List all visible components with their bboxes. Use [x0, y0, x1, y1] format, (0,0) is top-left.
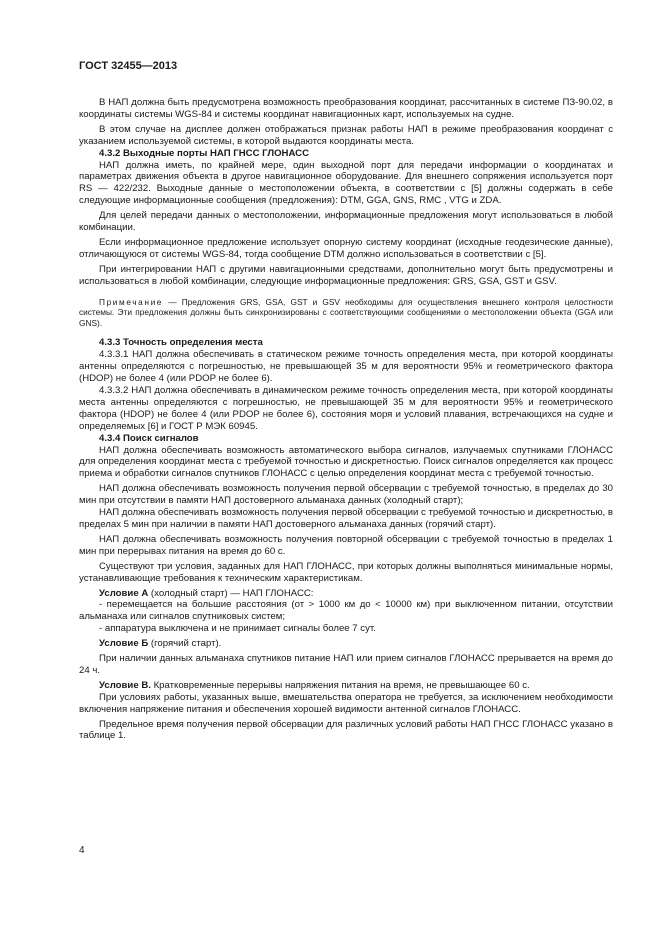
condition-v-label: Условие В.: [99, 679, 151, 691]
paragraph: НАП должна обеспечивать возможность автоматического выбора сигналов, излучаемых спутниками ГЛОНАСС для определения координат места с требуемой точностью и дискретностью. Поиск сигналов определяется как процесс приема и обработки сигналов спутников ГЛОНАСС с целью определения координат места с требуемой точностью.: [79, 444, 613, 480]
condition-v: [79, 680, 613, 692]
paragraph: При интегрировании НАП с другими навигационными средствами, дополнительно могут быть предусмотрены и использоваться в любой комбинации, следующие информационные предложения: GRS, GSA, GST и GSV.: [79, 263, 613, 287]
condition-a-label: Условие А: [99, 587, 149, 599]
paragraph: НАП должна иметь, по крайней мере, один выходной порт для передачи информации о координатах и параметрах движения объекта в другое навигационное оборудование. Для внешнего сопряжения используется порт RS — 422/232. Выходные данные о местоположении объекта, в соответствии с [5] должны содержать в себе следующие информационные сообщения (предложения): DTM, GGA, GNS, RMC , VTG и ZDA.: [79, 159, 613, 207]
paragraph: В этом случае на дисплее должен отображаться признак работы НАП в режиме преобразования координат с указанием используемой системы, в которой выдаются координаты места.: [79, 123, 613, 147]
paragraph: - аппаратура выключена и не принимает сигналы более 7 сут.: [99, 623, 376, 635]
paragraph: В НАП должна быть предусмотрена возможность преобразования координат, рассчитанных в системе ПЗ-90.02, в координаты системы WGS-84 и системы координат навигационных карт, используемых на судне.: [79, 97, 613, 120]
note-label: Примечание: [99, 296, 164, 307]
condition-v-text: Кратковременные перерывы напряжения питания на время, не превышающее 60 с.: [150, 679, 530, 691]
note: [79, 297, 613, 329]
section-heading-4-3-4: 4.3.4 Поиск сигналов: [99, 432, 199, 444]
condition-a-text: (холодный старт) — НАП ГЛОНАСС:: [148, 587, 314, 599]
paragraph: При условиях работы, указанных выше, вмешательства оператора не требуется, за исключением необходимости включения напряжение питания и обеспечения хорошей видимости антенной сигналов ГЛОНАСС.: [79, 691, 613, 715]
paragraph: - перемещается на большие расстояния (от > 1000 км до < 10000 км) при выключенном питании, отсутствии альманаха или сигналов спутниковых систем;: [79, 599, 613, 623]
section-heading-4-3-2: 4.3.2 Выходные порты НАП ГНСС ГЛОНАСС: [99, 147, 310, 159]
paragraph: НАП должна обеспечивать возможность получения повторной обсервации с требуемой точностью в пределах 1 мин при перерывах питания на время до 60 с.: [79, 533, 613, 557]
paragraph: Для целей передачи данных о местоположении, информационные предложения могут использоваться в любой комбинации.: [79, 210, 613, 234]
paragraph: НАП должна обеспечивать возможность получения первой обсервации с требуемой точностью и дискретностью, в пределах 5 мин при наличии в памяти НАП достоверного альманаха данных (горячий старт).: [79, 507, 613, 530]
note-text: — Предложения GRS, GSA, GST и GSV необходимы для осуществления внешнего контроля целостности системы. Эти предложения должны быть синхронизированы с соответствующими сообщениями о местоположении объекта (GGA или GNS).: [79, 296, 613, 328]
paragraph: НАП должна обеспечивать возможность получения первой обсервации с требуемой точностью, в пределах до 30 мин при отсутствии в памяти НАП достоверного альманаха данных (холодный старт);: [79, 483, 613, 507]
condition-b-label: Условие Б: [99, 638, 149, 650]
paragraph: При наличии данных альманаха спутников питание НАП или прием сигналов ГЛОНАСС прерывается на время до 24 ч.: [79, 653, 613, 676]
paragraph: 4.3.3.1 НАП должна обеспечивать в статическом режиме точность определения места, при которой координаты антенны определяются с погрешностью, не превышающей 35 м для вероятности 95% и геометрического фактора (HDOP) не более 4 (или PDOP не более 6).: [79, 349, 613, 385]
paragraph: Если информационное предложение использует опорную систему координат (исходные геодезические данные), отличающуюся от системы WGS-84, тогда сообщение DTM должно использоваться в соответствии с [5].: [79, 236, 613, 260]
paragraph: Существуют три условия, заданных для НАП ГЛОНАСС, при которых должны выполняться минимальные нормы, устанавливающие требования к техническим характеристикам.: [79, 560, 613, 584]
condition-a: [79, 588, 613, 600]
document-header: ГОСТ 32455—2013: [79, 60, 178, 72]
condition-b: [79, 638, 613, 650]
page-number: 4: [79, 845, 85, 856]
page-body: [79, 97, 613, 742]
section-heading-4-3-3: 4.3.3 Точность определения места: [99, 337, 263, 349]
condition-b-text: (горячий старт).: [148, 638, 222, 650]
paragraph: Предельное время получения первой обсервации для различных условий работы НАП ГНСС ГЛОНАСС указано в таблице 1.: [79, 718, 613, 742]
paragraph: 4.3.3.2 НАП должна обеспечивать в динамическом режиме точность определения места, при которой координаты места антенны определяются с погрешностью, не превышающей 35 м для вероятности 95% и геометрического фактора (HDOP) не более 4 (или PDOP не более 6), состояния моря и условий плавания, встречающихся на судне и определяемых [6] и ГОСТ Р МЭК 60945.: [79, 385, 613, 432]
